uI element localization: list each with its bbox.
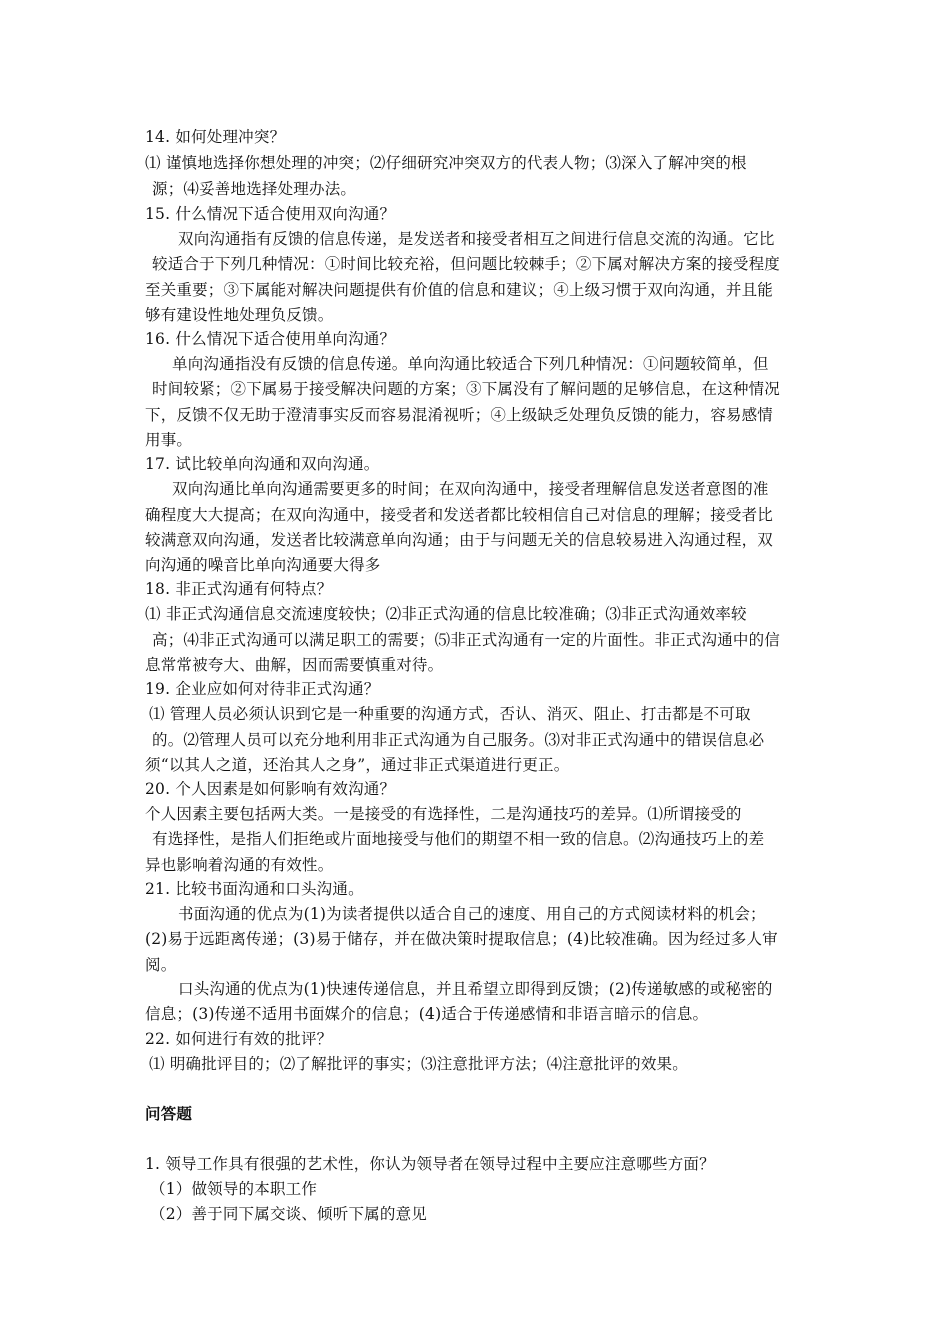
question-15-title: 15. 什么情况下适合使用双向沟通？	[145, 205, 396, 223]
answer-18-line-1: ⑴ 非正式沟通信息交流速度较快；⑵非正式沟通的信息比较准确；⑶非正式沟通效率较	[145, 605, 747, 623]
answer-21-line-5: 信息；(3)传递不适用书面媒介的信息；(4)适合于传递感情和非语言暗示的信息。	[145, 1005, 709, 1023]
answer-19-line-2: 的。⑵管理人员可以充分地利用非正式沟通为自己服务。⑶对非正式沟通中的错误信息必	[152, 731, 765, 749]
answer-21-line-4: 口头沟通的优点为(1)快速传递信息，并且希望立即得到反馈；(2)传递敏感的或秘密的	[178, 980, 773, 998]
answer-19-line-1: ⑴ 管理人员必须认识到它是一种重要的沟通方式，否认、消灭、阻止、打击都是不可取	[149, 705, 751, 723]
answer-14-line-1: ⑴ 谨慎地选择你想处理的冲突；⑵仔细研究冲突双方的代表人物；⑶深入了解冲突的根	[145, 154, 747, 172]
answer-21-line-3: 阅。	[145, 956, 177, 974]
question-21-title: 21. 比较书面沟通和口头沟通。	[145, 880, 364, 898]
answer-15-line-3: 至关重要；③下属能对解决问题提供有价值的信息和建议；④上级习惯于双向沟通，并且能	[145, 281, 774, 299]
answer-17-line-2: 确程度大大提高；在双向沟通中，接受者和发送者都比较相信自己对信息的理解；接受者比	[145, 506, 774, 524]
answer-15-line-2: 较适合于下列几种情况：①时间比较充裕，但问题比较棘手；②下属对解决方案的接受程度	[152, 255, 781, 273]
essay-answer-1-point-2: （2）善于同下属交谈、倾听下属的意见	[150, 1205, 427, 1223]
answer-21-line-1: 书面沟通的优点为(1)为读者提供以适合自己的速度、用自己的方式阅读材料的机会；	[178, 905, 766, 923]
answer-18-line-3: 息常常被夸大、曲解，因而需要慎重对待。	[145, 656, 444, 674]
essay-question-1: 1. 领导工作具有很强的艺术性，你认为领导者在领导过程中主要应注意哪些方面？	[145, 1155, 715, 1173]
answer-20-line-2: 有选择性，是指人们拒绝或片面地接受与他们的期望不相一致的信息。⑵沟通技巧上的差	[152, 830, 765, 848]
answer-14-line-2: 源；⑷妥善地选择处理办法。	[152, 180, 357, 198]
question-20-title: 20. 个人因素是如何影响有效沟通？	[145, 780, 396, 798]
answer-16-line-3: 下，反馈不仅无助于澄清事实反而容易混淆视听；④上级缺乏处理负反馈的能力，容易感情	[145, 406, 774, 424]
answer-16-line-1: 单向沟通指没有反馈的信息传递。单向沟通比较适合下列几种情况：①问题较简单，但	[172, 355, 769, 373]
answer-21-line-2: (2)易于远距离传递；(3)易于储存，并在做决策时提取信息；(4)比较准确。因为经过多人审	[145, 930, 778, 948]
question-19-title: 19. 企业应如何对待非正式沟通？	[145, 680, 380, 698]
answer-20-line-3: 异也影响着沟通的有效性。	[145, 856, 334, 874]
section-heading: 问答题	[145, 1104, 193, 1123]
essay-answer-1-point-1: （1）做领导的本职工作	[150, 1180, 318, 1198]
answer-20-line-1: 个人因素主要包括两大类。一是接受的有选择性，二是沟通技巧的差异。⑴所谓接受的	[145, 805, 742, 823]
answer-16-line-2: 时间较紧；②下属易于接受解决问题的方案；③下属没有了解问题的足够信息，在这种情况	[152, 380, 781, 398]
answer-15-line-1: 双向沟通指有反馈的信息传递，是发送者和接受者相互之间进行信息交流的沟通。它比	[178, 230, 775, 248]
answer-16-line-4: 用事。	[145, 431, 193, 449]
answer-15-line-4: 够有建设性地处理负反馈。	[145, 306, 334, 324]
question-14-title: 14. 如何处理冲突？	[145, 128, 286, 146]
question-17-title: 17. 试比较单向沟通和双向沟通。	[145, 455, 380, 473]
question-16-title: 16. 什么情况下适合使用单向沟通？	[145, 330, 396, 348]
answer-19-line-3: 须“以其人之道，还治其人之身”，通过非正式渠道进行更正。	[145, 756, 570, 774]
answer-17-line-4: 向沟通的噪音比单向沟通要大得多	[145, 556, 381, 574]
answer-18-line-2: 高；⑷非正式沟通可以满足职工的需要；⑸非正式沟通有一定的片面性。非正式沟通中的信	[152, 631, 781, 649]
question-22-title: 22. 如何进行有效的批评？	[145, 1030, 333, 1048]
answer-22-line-1: ⑴ 明确批评目的；⑵了解批评的事实；⑶注意批评方法；⑷注意批评的效果。	[149, 1055, 688, 1073]
question-18-title: 18. 非正式沟通有何特点？	[145, 580, 333, 598]
answer-17-line-1: 双向沟通比单向沟通需要更多的时间；在双向沟通中，接受者理解信息发送者意图的准	[172, 480, 769, 498]
answer-17-line-3: 较满意双向沟通，发送者比较满意单向沟通；由于与问题无关的信息较易进入沟通过程，双	[145, 531, 774, 549]
